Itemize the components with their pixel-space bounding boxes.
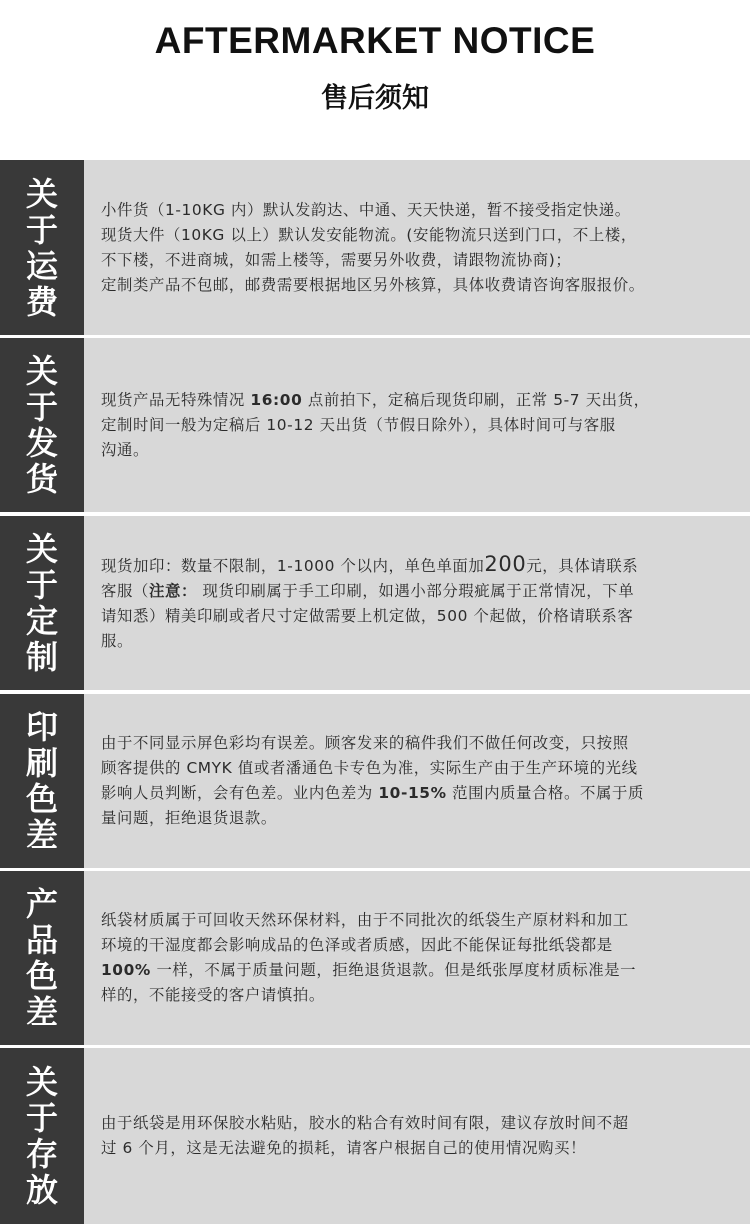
section-content: [84, 694, 750, 868]
section-content: [84, 516, 750, 690]
section-storage: [0, 1048, 750, 1224]
tolerance-range: 10-15%: [378, 784, 447, 802]
section-text: 纸袋材质属于可回收天然环保材料，由于不同批次的纸袋生产原材料和加工 环境的干湿度都会影响成品的色泽或者质感，因此不能保证每批纸袋都是 100% 一样，不属于质量问题，拒绝退货退款。但是纸张厚度材质标准是一 样的，不能接受的客户请慎拍。: [101, 911, 637, 1004]
section-label: 关 于 定 制: [0, 516, 84, 690]
section-label: 关 于 存 放: [0, 1048, 84, 1224]
section-delivery: [0, 338, 750, 512]
section-label: 关 于 运 费: [0, 160, 84, 335]
section-print-color-diff: [0, 694, 750, 868]
section-content: [84, 871, 750, 1045]
section-customization: [0, 516, 750, 690]
section-text: 由于不同显示屏色彩均有误差。顾客发来的稿件我们不做任何改变，只按照 顾客提供的 CMYK 值或者潘通色卡专色为准，实际生产由于生产环境的光线 影响人员判断，会有色差。业内色差为 10-15% 范围内质量合格。不属于质 量问题，拒绝退货退款。: [101, 734, 644, 827]
section-text: 现货加印：数量不限制，1-1000 个以内，单色单面加200元，具体请联系 客服（注意： 现货印刷属于手工印刷，如遇小部分瑕疵属于正常情况，下单 请知悉）精美印刷或者尺寸定做需要上机定做，500 个起做，价格请联系客 服。: [101, 552, 639, 650]
cutoff-time: 16:00: [250, 390, 303, 409]
section-product-color-diff: [0, 871, 750, 1045]
section-label: 产 品 色 差: [0, 871, 84, 1045]
section-content: [84, 338, 750, 512]
note-label: 注意：: [148, 582, 197, 600]
page-title-cn: 售后须知: [321, 83, 429, 114]
section-text: 现货产品无特殊情况 16:00 点前拍下，定稿后现货印刷，正常 5-7 天出货， 定制时间一般为定稿后 10-12 天出货（节假日除外），具体时间可与客服 沟通。: [101, 390, 650, 459]
section-text: 小件货（1-10KG 内）默认发韵达、中通、天天快递，暂不接受指定快递。 现货大件（10KG 以上）默认发安能物流。(安能物流只送到门口，不上楼， 不下楼，不进商城，如需上楼等，需要另外收费，请跟物流协商)； 定制类产品不包邮，邮费需要根据地区另外核算，具体收费请咨询客服报价。: [101, 200, 645, 294]
section-content: [84, 1048, 750, 1224]
section-label: 印 刷 色 差: [0, 694, 84, 868]
section-content: [84, 160, 750, 335]
price-highlight: 200: [484, 552, 527, 576]
percent-highlight: 100%: [101, 961, 151, 979]
page-title-en: AFTERMARKET NOTICE: [154, 20, 596, 61]
section-shipping-fee: [0, 160, 750, 335]
page-header: [0, 0, 750, 160]
section-label: 关 于 发 货: [0, 338, 84, 512]
section-text: 由于纸袋是用环保胶水粘贴，胶水的粘合有效时间有限，建议存放时间不超 过 6 个月，这是无法避免的损耗，请客户根据自己的使用情况购买！: [101, 1114, 629, 1157]
